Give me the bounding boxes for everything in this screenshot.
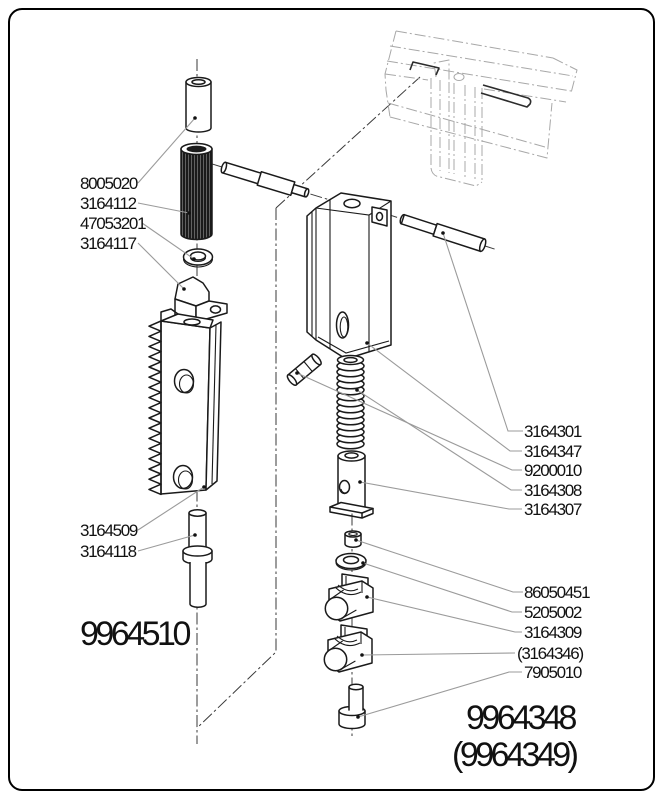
assembly-numbers — [80, 615, 578, 774]
part-number-callout: 3164307 — [524, 500, 582, 519]
washer-part — [184, 249, 213, 267]
centerlines — [197, 59, 420, 744]
assembly-number-right-variant: (9964349) — [452, 736, 576, 774]
clamp-block-2-part — [324, 625, 372, 672]
part-number-callout: 3164117 — [80, 234, 136, 253]
part-number-callout: (3164346) — [517, 644, 583, 663]
part-number-callout: 7905010 — [524, 663, 582, 682]
rail-slot-details — [410, 62, 531, 107]
part-number-callout: 5205002 — [524, 603, 582, 622]
assembly-number-right: 9964348 — [466, 699, 574, 737]
part-number-callout: 3164301 — [524, 422, 582, 441]
part-number-callout: 47053201 — [80, 214, 146, 233]
part-number-callout: 3164309 — [524, 623, 582, 642]
rail-phantom — [385, 31, 577, 186]
part-number-callout: 3164118 — [80, 542, 136, 561]
housing-part — [307, 193, 391, 359]
part-number-callout: 3164509 — [80, 521, 138, 540]
part-number-callout: 3164347 — [524, 442, 582, 461]
part-number-callout: 9200010 — [524, 461, 582, 480]
part-number-callout: 86050451 — [524, 583, 590, 602]
assembly-number-left: 9964510 — [80, 615, 188, 653]
knurled-roller-part — [181, 144, 212, 240]
part-number-callout: 8005020 — [80, 174, 138, 193]
guide-pin-part — [183, 510, 212, 607]
part-number-callout: 3164112 — [80, 194, 136, 213]
part-number-callout: 3164308 — [524, 481, 582, 500]
flat-washer-part — [336, 554, 366, 571]
rail-foot-bracket — [431, 60, 482, 186]
rack-part — [149, 309, 221, 494]
bushing-part — [345, 531, 361, 547]
spring-part — [337, 356, 364, 449]
clevis-pin-part — [384, 207, 497, 255]
foot-plug-part — [339, 684, 365, 728]
piston-part — [330, 451, 373, 518]
